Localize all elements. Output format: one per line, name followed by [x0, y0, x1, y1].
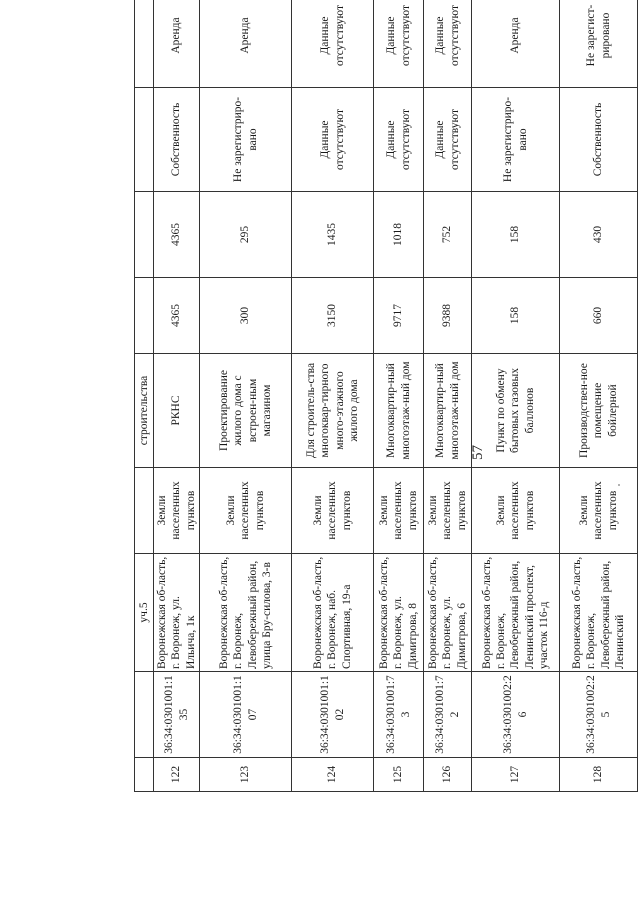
land-category-cell: Земли населенных пунктов [374, 468, 424, 554]
permitted-use-cell: Для строитель-ства многоквар-тирного много-этажного жилого дома [292, 354, 374, 468]
permitted-use-cell: Многоквартир-ный многоэтаж-ный дом [374, 354, 424, 468]
permitted-use-cell: Многоквартир-ный многоэтаж-ный дом [424, 354, 472, 468]
table-row [374, 0, 424, 792]
land-category-cell: Земли населенных пунктов [200, 468, 292, 554]
page-number-text: 57 [469, 444, 486, 460]
header-cell-empty [135, 672, 154, 758]
area-used-cell: 158 [472, 192, 560, 278]
address-cell: Воронежская об-ласть, г. Воронеж, наб. Спортивная, 19-а [292, 554, 374, 672]
address-cell: Воронежская об-ласть, г. Воронеж, ул. Димитрова, 8 [374, 554, 424, 672]
right-type-cell: Аренда [472, 0, 560, 88]
cadastral-number-cell: 36:34:0301001:102 [292, 672, 374, 758]
row-number-cell: 124 [292, 758, 374, 792]
right-type-cell: Данные отсутствуют [374, 0, 424, 88]
header-cell-empty [135, 0, 154, 88]
ownership-status-cell: Данные отсутствуют [374, 88, 424, 192]
address-cell: Воронежская об-ласть, г. Воронеж, Левобережный район, Ленинский [560, 554, 638, 672]
cadastral-number-cell: 36:34:0301001:73 [374, 672, 424, 758]
row-number-cell: 127 [472, 758, 560, 792]
table-row [200, 0, 292, 792]
table-row [154, 0, 200, 792]
area-total-cell: 660 [560, 278, 638, 354]
row-number-cell: 122 [154, 758, 200, 792]
area-used-cell: 1018 [374, 192, 424, 278]
ownership-status-cell: Собственность [560, 88, 638, 192]
row-number-cell: 125 [374, 758, 424, 792]
row-number-cell: 123 [200, 758, 292, 792]
right-type-cell: Аренда [154, 0, 200, 88]
land-category-cell: Земли населенных пунктов [472, 468, 560, 554]
ownership-status-cell: Собственность [154, 88, 200, 192]
ownership-status-cell: Не зарегистриро-вано [472, 88, 560, 192]
table-row [424, 0, 472, 792]
area-total-cell: 9717 [374, 278, 424, 354]
table-body [135, 0, 638, 792]
right-type-cell: Данные отсутствуют [424, 0, 472, 88]
table-row [560, 0, 638, 792]
table [134, 0, 638, 792]
area-total-cell: 158 [472, 278, 560, 354]
cadastral-number-cell: 36:34:0301001:107 [200, 672, 292, 758]
ownership-status-cell: Данные отсутствуют [424, 88, 472, 192]
address-cell: Воронежская об-ласть, г. Воронеж, ул. Ильича, 1к [154, 554, 200, 672]
area-used-cell: 752 [424, 192, 472, 278]
area-used-cell: 1435 [292, 192, 374, 278]
area-total-cell: 9388 [424, 278, 472, 354]
ownership-status-cell: Не зарегистриро-вано [200, 88, 292, 192]
land-category-cell: Земли населенных пунктов [424, 468, 472, 554]
cadastral-number-cell: 36:34:0301002:26 [472, 672, 560, 758]
row-number-cell: 128 [560, 758, 638, 792]
table-row [472, 0, 560, 792]
area-used-cell: 430 [560, 192, 638, 278]
cadastral-number-cell: 36:34:0301002:25 [560, 672, 638, 758]
area-total-cell: 4365 [154, 278, 200, 354]
permitted-use-cell: Производствен-ное помещение бойлерной [560, 354, 638, 468]
header-cell-empty [135, 758, 154, 792]
header-cell-empty [135, 192, 154, 278]
area-total-cell: 300 [200, 278, 292, 354]
header-cell-address: уч.5 [135, 554, 154, 672]
land-plots-table [134, 0, 626, 792]
cadastral-number-cell: 36:34:0301001:72 [424, 672, 472, 758]
header-cell-empty [135, 468, 154, 554]
address-cell: Воронежская об-ласть, г. Воронеж, Левобережный район, улица Бру-силова, 3-в [200, 554, 292, 672]
header-cell-empty [135, 278, 154, 354]
area-used-cell: 4365 [154, 192, 200, 278]
header-cell-empty [135, 88, 154, 192]
land-category-cell: Земли населенных пунктов [560, 468, 638, 554]
permitted-use-cell: Пункт по обмену бытовых газовых баллонов [472, 354, 560, 468]
address-cell: Воронежская об-ласть, г. Воронеж, Левобережный район, Ленинский проспект, участок 116-д [472, 554, 560, 672]
permitted-use-cell: РКНС [154, 354, 200, 468]
land-category-cell: Земли населенных пунктов [292, 468, 374, 554]
right-type-cell: Не зарегист-рировано [560, 0, 638, 88]
table-header-fragment-row [135, 0, 154, 792]
land-category-cell: Земли населенных пунктов [154, 468, 200, 554]
right-type-cell: Данные отсутствуют [292, 0, 374, 88]
address-cell: Воронежская об-ласть, г. Воронеж, ул. Димитрова, 6 [424, 554, 472, 672]
header-cell-purpose: строительства [135, 354, 154, 468]
cadastral-number-cell: 36:34:0301001:135 [154, 672, 200, 758]
row-number-cell: 126 [424, 758, 472, 792]
permitted-use-cell: Проектирование жилого дома с встроен-ным магазином [200, 354, 292, 468]
area-total-cell: 3150 [292, 278, 374, 354]
table-row [292, 0, 374, 792]
ownership-status-cell: Данные отсутствуют [292, 88, 374, 192]
area-used-cell: 295 [200, 192, 292, 278]
right-type-cell: Аренда [200, 0, 292, 88]
